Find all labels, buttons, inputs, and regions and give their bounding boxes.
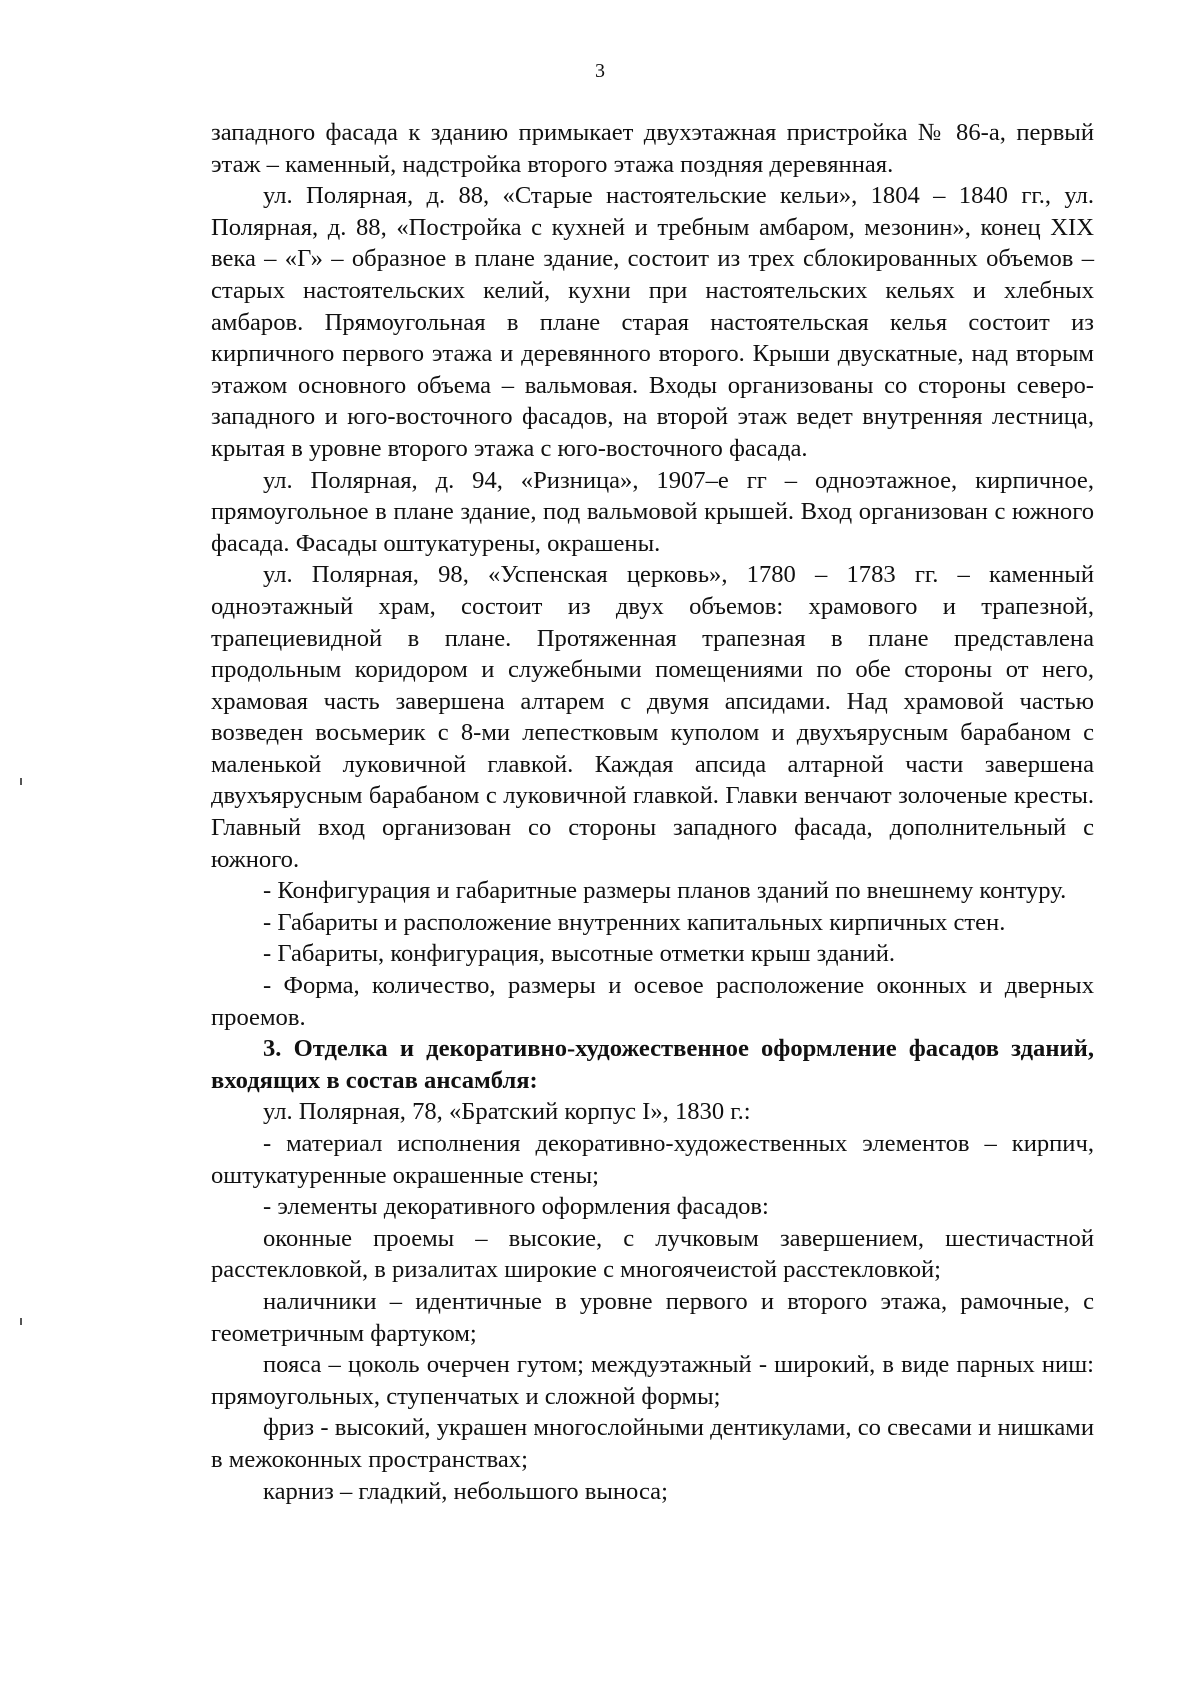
scan-speck [20, 1318, 22, 1325]
scan-speck [20, 778, 22, 785]
paragraph-4: ул. Полярная, 98, «Успенская церковь», 1780 – 1783 гг. – каменный одноэтажный храм, состоит из двух объемов: храмового и трапезной, трапециевидной в плане. Протяженная трапезная в плане представлена продольным коридором и служебными помещениями по обе стороны от него, храмовая часть завершена алтарем с двумя апсидами. Над храмовой частью возведен восьмерик с 8-ми лепестковым куполом и двухъярусным барабаном с маленькой луковичной главкой. Каждая апсида алтарной части завершена двухъярусным барабаном с луковичной главкой. Главки венчают золоченые кресты. Главный вход организован со стороны западного фасада, дополнительный с южного. [211, 561, 1094, 873]
page-number: 3 [595, 60, 605, 82]
list-item-roofs: - Габариты, конфигурация, высотные отметки крыш зданий. [263, 940, 896, 968]
paragraph-frieze: фриз - высокий, украшен многослойными дентикулами, со свесами и нишками в межоконных пространствах; [211, 1414, 1094, 1473]
list-item-configuration: - Конфигурация и габаритные размеры планов зданий по внешнему контуру. [263, 877, 1067, 905]
paragraph-building-78: ул. Полярная, 78, «Братский корпус I», 1830 г.: [263, 1098, 751, 1126]
paragraph-cornice: карниз – гладкий, небольшого выноса; [263, 1477, 668, 1505]
paragraph-1: западного фасада к зданию примыкает двухэтажная пристройка № 86-а, первый этаж – каменный, надстройка второго этажа поздняя деревянная. [211, 119, 1094, 178]
list-item-decor: - элементы декоративного оформления фасадов: [263, 1193, 769, 1221]
paragraph-windows: оконные проемы – высокие, с лучковым завершением, шестичастной расстекловкой, в ризалитах широкие с многоячеистой расстекловкой; [211, 1224, 1094, 1284]
paragraph-casings: наличники – идентичные в уровне первого и второго этажа, рамочные, с геометричным фартуком; [211, 1287, 1094, 1347]
paragraph-belts: пояса – цоколь очерчен гутом; междуэтажный - широкий, в виде парных ниш: прямоугольных, ступенчатых и сложной формы; [211, 1351, 1094, 1410]
paragraph-2: ул. Полярная, д. 88, «Старые настоятельские кельи», 1804 – 1840 гг., ул. Полярная, д. 88, «Постройка с кухней и требным амбаром, мезонин», конец XIX века – «Г» – образное в плане здание, состоит из трех сблокированных объемов – старых настоятельских келий, кухни при настоятельских кельях и хлебных амбаров. Прямоугольная в плане старая настоятельская келья состоит из кирпичного первого этажа и деревянного второго. Крыши двускатные, над вторым этажом основного объема – вальмовая. Входы организованы со стороны северо-западного и юго-восточного фасадов, на второй этаж ведет внутренняя лестница, крытая в уровне второго этажа с юго-восточного фасада. [211, 182, 1094, 462]
list-item-walls: - Габариты и расположение внутренних капитальных кирпичных стен. [263, 908, 1006, 936]
list-item-openings: - Форма, количество, размеры и осевое расположение оконных и дверных проемов. [211, 972, 1094, 1031]
document-body [211, 117, 1094, 1507]
list-item-material: - материал исполнения декоративно-художественных элементов – кирпич, оштукатуренные окрашенные стены; [211, 1130, 1094, 1189]
section-heading: 3. Отделка и декоративно-художественное оформление фасадов зданий, входящих в состав ансамбля: [211, 1035, 1094, 1094]
paragraph-3: ул. Полярная, д. 94, «Ризница», 1907–е гг – одноэтажное, кирпичное, прямоугольное в плане здание, под вальмовой крышей. Вход организован с южного фасада. Фасады оштукатурены, окрашены. [211, 466, 1094, 557]
